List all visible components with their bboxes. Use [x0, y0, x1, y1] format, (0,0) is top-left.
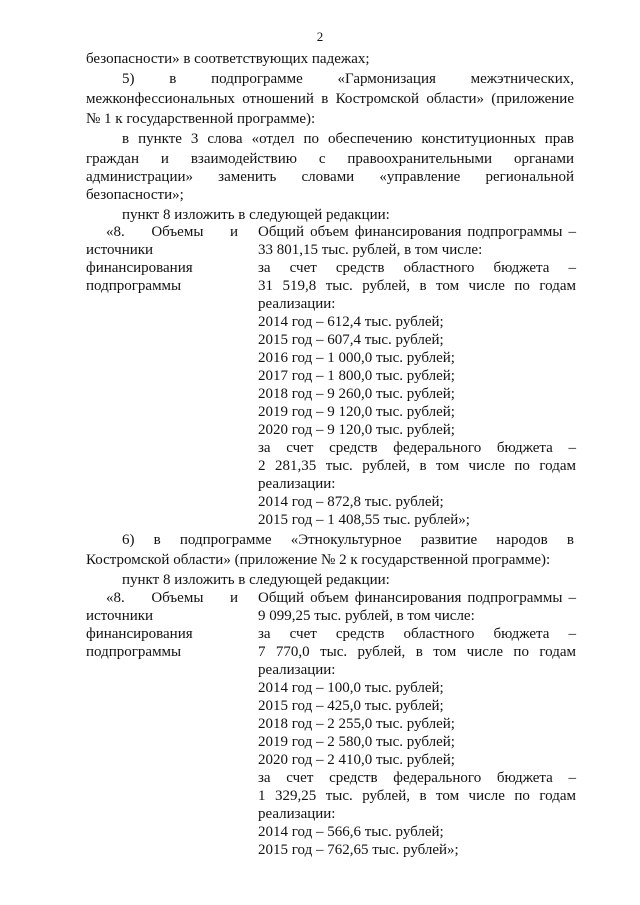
funding-line: 2019 год – 2 580,0 тыс. рублей; — [258, 734, 455, 750]
paragraph-line: безопасности»; — [86, 187, 184, 203]
funding-line: за счет средств федерального бюджета – — [258, 440, 576, 456]
funding-line: 2018 год – 2 255,0 тыс. рублей; — [258, 716, 455, 732]
funding-line: 9 099,25 тыс. рублей, в том числе: — [258, 608, 475, 624]
section-label: финансирования — [86, 626, 193, 642]
funding-line: 2020 год – 2 410,0 тыс. рублей; — [258, 752, 455, 768]
section-label: подпрограммы — [86, 278, 182, 294]
paragraph-line: 5) в подпрограмме «Гармонизация межэтнических, — [122, 71, 574, 87]
paragraph-line: 6) в подпрограмме «Этнокультурное развитие народов в — [122, 532, 574, 548]
section-label: «8. Объемы и — [106, 590, 238, 606]
funding-line: 2014 год – 612,4 тыс. рублей; — [258, 314, 444, 330]
paragraph-line: Костромской области» (приложение № 2 к государственной программе): — [86, 552, 551, 568]
paragraph-line: граждан и взаимодействию с правоохранительными органами — [86, 151, 574, 167]
funding-line: Общий объем финансирования подпрограммы – — [258, 590, 576, 606]
funding-line: 2015 год – 425,0 тыс. рублей; — [258, 698, 444, 714]
section-label: «8. Объемы и — [106, 224, 238, 240]
funding-line: за счет средств областного бюджета – — [258, 260, 576, 276]
funding-line: 1 329,25 тыс. рублей, в том числе по годам — [258, 788, 576, 804]
funding-line: 2014 год – 872,8 тыс. рублей; — [258, 494, 444, 510]
funding-line: 2015 год – 762,65 тыс. рублей»; — [258, 842, 459, 858]
funding-line: 2019 год – 9 120,0 тыс. рублей; — [258, 404, 455, 420]
funding-line: 2016 год – 1 000,0 тыс. рублей; — [258, 350, 455, 366]
funding-line: 2015 год – 607,4 тыс. рублей; — [258, 332, 444, 348]
funding-line: 2020 год – 9 120,0 тыс. рублей; — [258, 422, 455, 438]
funding-line: Общий объем финансирования подпрограммы – — [258, 224, 576, 240]
page-number: 2 — [316, 29, 324, 44]
funding-line: реализации: — [258, 806, 336, 822]
funding-line: 2014 год – 566,6 тыс. рублей; — [258, 824, 444, 840]
paragraph-line: администрации» заменить словами «управление региональной — [86, 169, 574, 185]
funding-line: 2 281,35 тыс. рублей, в том числе по годам — [258, 458, 576, 474]
section-label: подпрограммы — [86, 644, 182, 660]
paragraph-line: безопасности» в соответствующих падежах; — [86, 51, 370, 67]
paragraph-line: в пункте 3 слова «отдел по обеспечению конституционных прав — [122, 131, 574, 147]
paragraph-line: пункт 8 изложить в следующей редакции: — [122, 207, 390, 223]
funding-line: 33 801,15 тыс. рублей, в том числе: — [258, 242, 483, 258]
section-label: источники — [86, 242, 154, 258]
funding-line: за счет средств федерального бюджета – — [258, 770, 576, 786]
section-label: финансирования — [86, 260, 193, 276]
funding-line: 7 770,0 тыс. рублей, в том числе по годам — [258, 644, 576, 660]
funding-line: реализации: — [258, 296, 336, 312]
funding-line: 2014 год – 100,0 тыс. рублей; — [258, 680, 444, 696]
section-label: источники — [86, 608, 154, 624]
funding-line: 2018 год – 9 260,0 тыс. рублей; — [258, 386, 455, 402]
funding-line: 2017 год – 1 800,0 тыс. рублей; — [258, 368, 455, 384]
funding-line: 31 519,8 тыс. рублей, в том числе по годам — [258, 278, 576, 294]
funding-line: за счет средств областного бюджета – — [258, 626, 576, 642]
funding-line: 2015 год – 1 408,55 тыс. рублей»; — [258, 512, 470, 528]
paragraph-line: пункт 8 изложить в следующей редакции: — [122, 572, 390, 588]
funding-line: реализации: — [258, 662, 336, 678]
funding-line: реализации: — [258, 476, 336, 492]
paragraph-line: межконфессиональных отношений в Костромской области» (приложение — [86, 91, 574, 107]
paragraph-line: № 1 к государственной программе): — [86, 111, 316, 127]
